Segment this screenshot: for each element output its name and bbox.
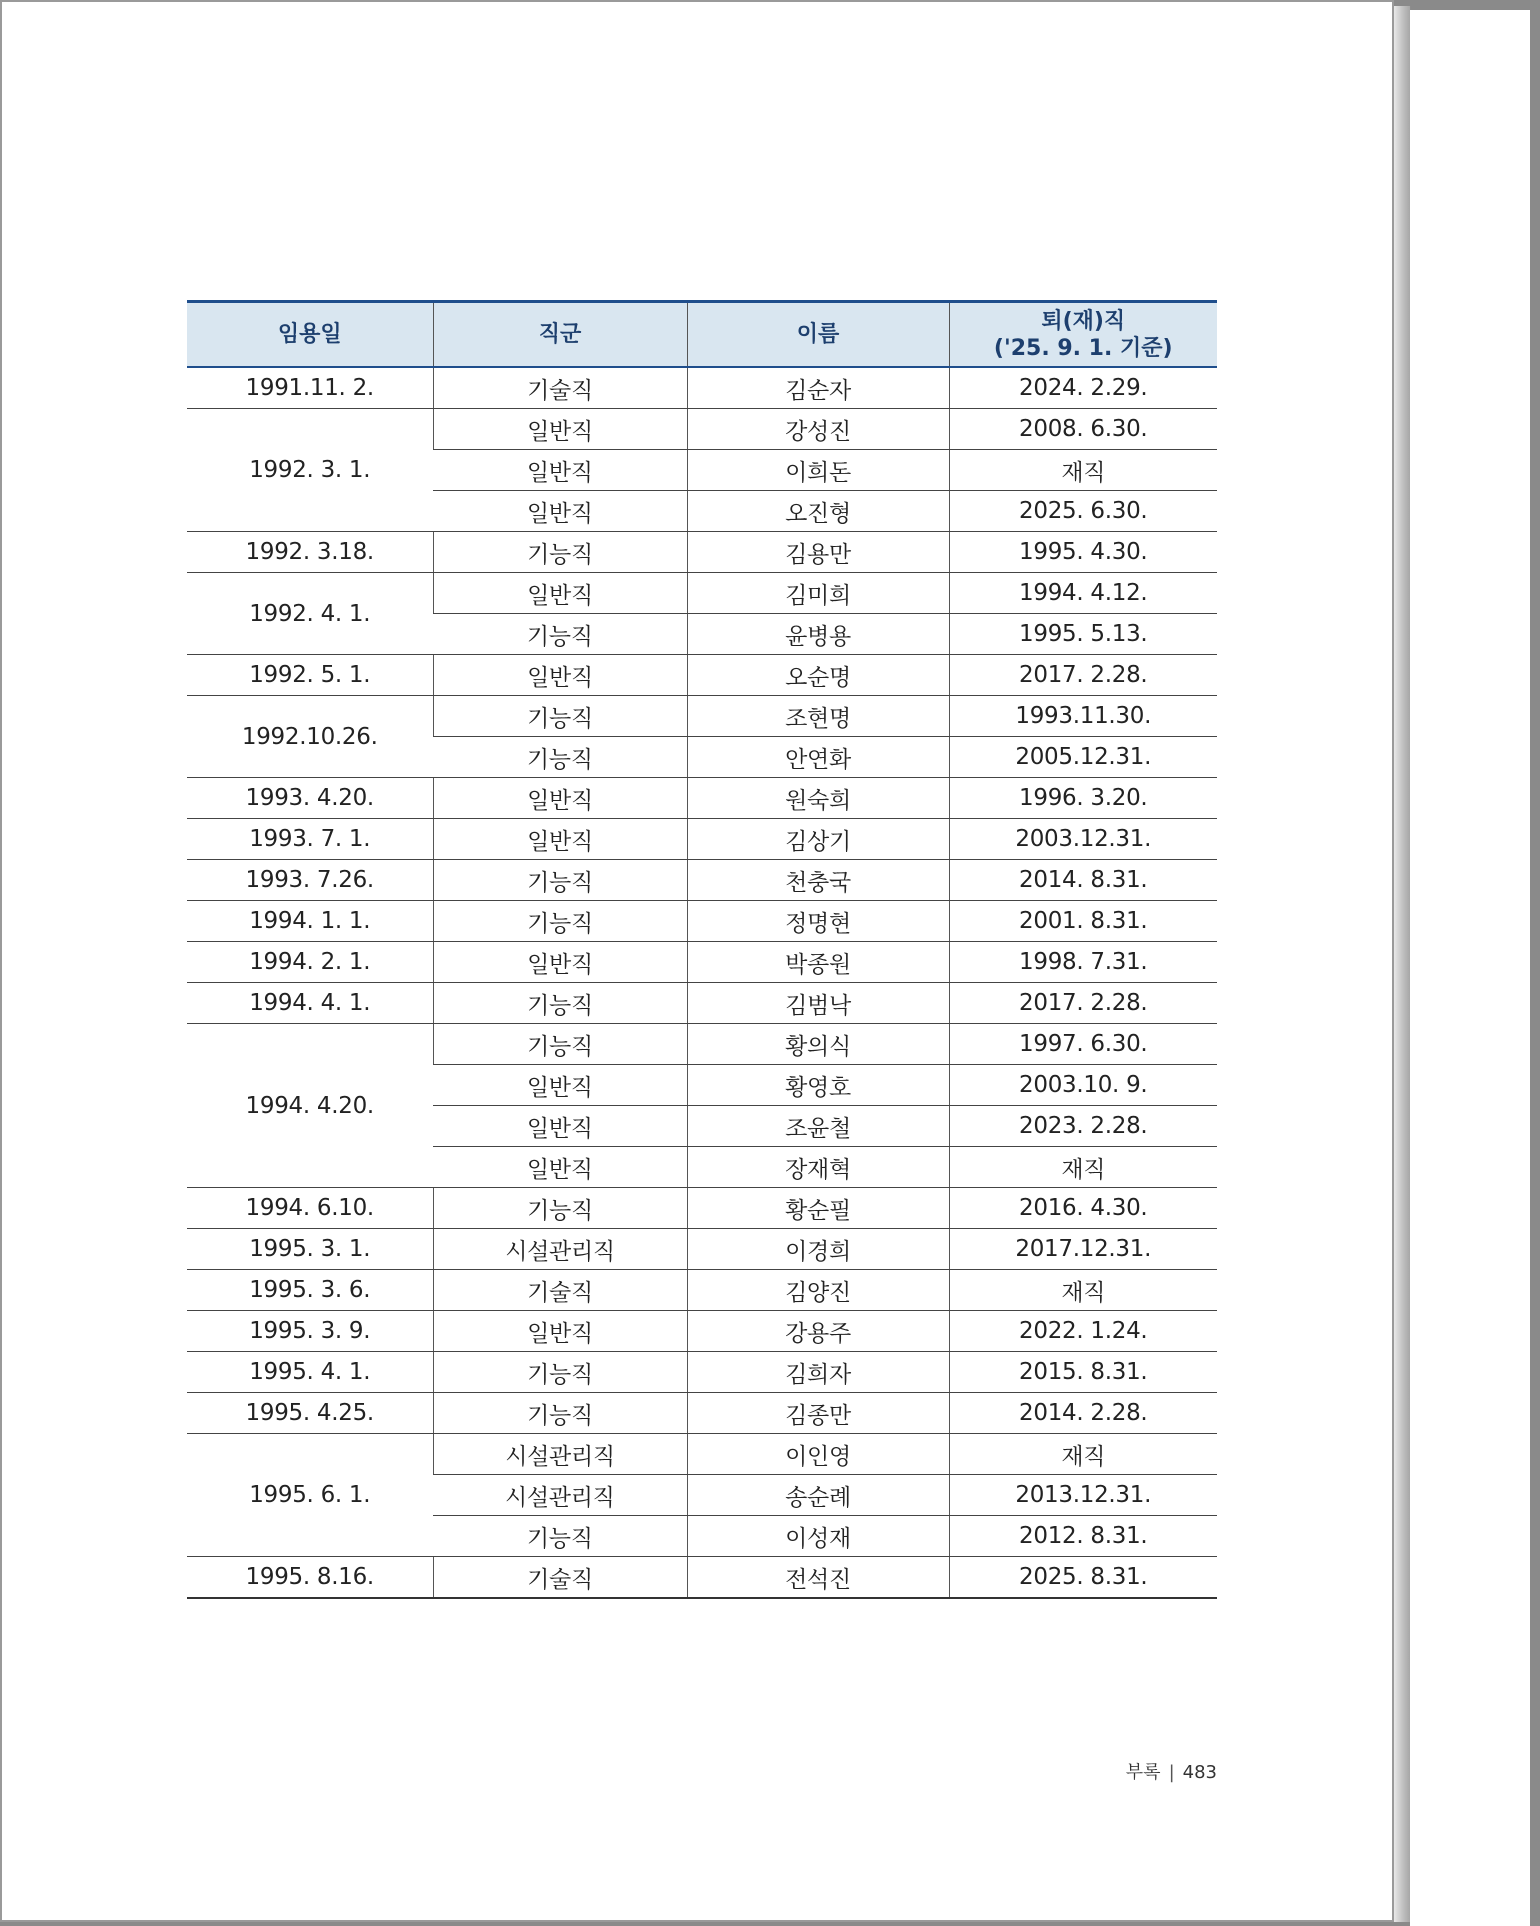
job-group-cell: 기능직	[433, 1352, 687, 1393]
retirement-cell: 1997. 6.30.	[949, 1024, 1217, 1065]
retirement-cell: 2003.12.31.	[949, 819, 1217, 860]
table-row	[187, 367, 1217, 409]
appointment-date-cell: 1994. 4. 1.	[187, 983, 433, 1024]
name-cell: 강용주	[687, 1311, 949, 1352]
appointment-date-cell: 1995. 4.25.	[187, 1393, 433, 1434]
appointment-date-cell: 1993. 7. 1.	[187, 819, 433, 860]
name-cell: 천충국	[687, 860, 949, 901]
appointment-date-cell: 1992. 5. 1.	[187, 655, 433, 696]
retirement-cell: 2016. 4.30.	[949, 1188, 1217, 1229]
page-edge	[1394, 6, 1411, 1922]
appointment-date-cell: 1994. 2. 1.	[187, 942, 433, 983]
job-group-cell: 기능직	[433, 901, 687, 942]
appointment-date-cell: 1995. 3. 1.	[187, 1229, 433, 1270]
name-cell: 김종만	[687, 1393, 949, 1434]
appointment-date-cell: 1995. 6. 1.	[187, 1434, 433, 1557]
name-cell: 오진형	[687, 491, 949, 532]
retirement-cell: 2015. 8.31.	[949, 1352, 1217, 1393]
job-group-cell: 기능직	[433, 860, 687, 901]
retirement-cell: 1995. 4.30.	[949, 532, 1217, 573]
retirement-cell: 1994. 4.12.	[949, 573, 1217, 614]
retirement-cell: 2017. 2.28.	[949, 983, 1217, 1024]
job-group-cell: 기능직	[433, 1188, 687, 1229]
footer-separator: |	[1168, 1762, 1175, 1783]
appointment-date-cell: 1993. 7.26.	[187, 860, 433, 901]
name-cell: 전석진	[687, 1557, 949, 1599]
name-cell: 김상기	[687, 819, 949, 860]
table-row	[187, 983, 1217, 1024]
name-cell: 조윤철	[687, 1106, 949, 1147]
page-footer	[1102, 1758, 1217, 1784]
appointment-date-cell: 1992. 3.18.	[187, 532, 433, 573]
table-row	[187, 778, 1217, 819]
job-group-cell: 기능직	[433, 1393, 687, 1434]
footer-section-label: 부록	[1125, 1762, 1161, 1783]
name-cell: 정명현	[687, 901, 949, 942]
job-group-cell: 기능직	[433, 737, 687, 778]
job-group-cell: 일반직	[433, 1311, 687, 1352]
table-row	[187, 655, 1217, 696]
name-cell: 김미희	[687, 573, 949, 614]
job-group-cell: 일반직	[433, 655, 687, 696]
retirement-cell: 2005.12.31.	[949, 737, 1217, 778]
retirement-cell: 재직	[949, 1147, 1217, 1188]
job-group-cell: 기능직	[433, 1516, 687, 1557]
retirement-cell: 2023. 2.28.	[949, 1106, 1217, 1147]
appointment-date-cell: 1995. 3. 9.	[187, 1311, 433, 1352]
appointment-date-cell: 1995. 4. 1.	[187, 1352, 433, 1393]
appointment-date-cell: 1991.11. 2.	[187, 367, 433, 409]
table-row	[187, 1352, 1217, 1393]
retirement-cell: 1996. 3.20.	[949, 778, 1217, 819]
job-group-cell: 일반직	[433, 1065, 687, 1106]
job-group-cell: 일반직	[433, 1147, 687, 1188]
retirement-cell: 2014. 2.28.	[949, 1393, 1217, 1434]
retirement-cell: 1993.11.30.	[949, 696, 1217, 737]
name-cell: 황순필	[687, 1188, 949, 1229]
retirement-cell: 2025. 8.31.	[949, 1557, 1217, 1599]
appointment-date-cell: 1993. 4.20.	[187, 778, 433, 819]
name-cell: 김범낙	[687, 983, 949, 1024]
job-group-cell: 기능직	[433, 1024, 687, 1065]
job-group-cell: 일반직	[433, 942, 687, 983]
job-group-cell: 시설관리직	[433, 1475, 687, 1516]
table-row	[187, 1188, 1217, 1229]
name-cell: 황영호	[687, 1065, 949, 1106]
name-cell: 이성재	[687, 1516, 949, 1557]
header-job-group: 직군	[433, 302, 687, 368]
name-cell: 이경희	[687, 1229, 949, 1270]
job-group-cell: 일반직	[433, 450, 687, 491]
name-cell: 김희자	[687, 1352, 949, 1393]
header-retirement	[949, 302, 1217, 368]
job-group-cell: 일반직	[433, 491, 687, 532]
table-row	[187, 1024, 1217, 1065]
background-area	[1410, 10, 1530, 1926]
name-cell: 조현명	[687, 696, 949, 737]
table-row	[187, 532, 1217, 573]
retirement-cell: 2017. 2.28.	[949, 655, 1217, 696]
name-cell: 이인영	[687, 1434, 949, 1475]
retirement-cell: 2024. 2.29.	[949, 367, 1217, 409]
retirement-cell: 2014. 8.31.	[949, 860, 1217, 901]
retirement-cell: 2017.12.31.	[949, 1229, 1217, 1270]
name-cell: 박종원	[687, 942, 949, 983]
name-cell: 안연화	[687, 737, 949, 778]
appointment-date-cell: 1994. 6.10.	[187, 1188, 433, 1229]
header-retirement-line2: ('25. 9. 1. 기준)	[993, 335, 1173, 361]
header-retirement-line1: 퇴(재)직	[1041, 308, 1126, 334]
table-header	[187, 302, 1217, 368]
appointment-date-cell: 1995. 3. 6.	[187, 1270, 433, 1311]
appointment-date-cell: 1995. 8.16.	[187, 1557, 433, 1599]
name-cell: 이희돈	[687, 450, 949, 491]
header-name: 이름	[687, 302, 949, 368]
job-group-cell: 일반직	[433, 409, 687, 450]
table-row	[187, 901, 1217, 942]
job-group-cell: 기능직	[433, 614, 687, 655]
retirement-cell: 재직	[949, 1434, 1217, 1475]
retirement-cell: 재직	[949, 1270, 1217, 1311]
job-group-cell: 기능직	[433, 983, 687, 1024]
appointment-date-cell: 1992. 3. 1.	[187, 409, 433, 532]
staff-roster-table	[187, 300, 1217, 1599]
retirement-cell: 1995. 5.13.	[949, 614, 1217, 655]
table-row	[187, 860, 1217, 901]
name-cell: 김용만	[687, 532, 949, 573]
name-cell: 황의식	[687, 1024, 949, 1065]
retirement-cell: 2001. 8.31.	[949, 901, 1217, 942]
table-row	[187, 942, 1217, 983]
name-cell: 오순명	[687, 655, 949, 696]
name-cell: 윤병용	[687, 614, 949, 655]
job-group-cell: 일반직	[433, 819, 687, 860]
table-row	[187, 1557, 1217, 1599]
table-row	[187, 1270, 1217, 1311]
appointment-date-cell: 1992. 4. 1.	[187, 573, 433, 655]
retirement-cell: 2025. 6.30.	[949, 491, 1217, 532]
table-row	[187, 573, 1217, 614]
retirement-cell: 2012. 8.31.	[949, 1516, 1217, 1557]
job-group-cell: 기술직	[433, 1270, 687, 1311]
table-row	[187, 1434, 1217, 1475]
table-row	[187, 409, 1217, 450]
job-group-cell: 기술직	[433, 367, 687, 409]
appointment-date-cell: 1992.10.26.	[187, 696, 433, 778]
name-cell: 송순례	[687, 1475, 949, 1516]
job-group-cell: 일반직	[433, 778, 687, 819]
job-group-cell: 시설관리직	[433, 1229, 687, 1270]
table-body	[187, 367, 1217, 1598]
name-cell: 강성진	[687, 409, 949, 450]
job-group-cell: 기능직	[433, 696, 687, 737]
appointment-date-cell: 1994. 1. 1.	[187, 901, 433, 942]
job-group-cell: 일반직	[433, 1106, 687, 1147]
job-group-cell: 기능직	[433, 532, 687, 573]
table-row	[187, 1393, 1217, 1434]
table-row	[187, 1229, 1217, 1270]
job-group-cell: 일반직	[433, 573, 687, 614]
retirement-cell: 2013.12.31.	[949, 1475, 1217, 1516]
retirement-cell: 재직	[949, 450, 1217, 491]
page-number: 483	[1182, 1762, 1217, 1783]
retirement-cell: 2022. 1.24.	[949, 1311, 1217, 1352]
retirement-cell: 2008. 6.30.	[949, 409, 1217, 450]
name-cell: 장재혁	[687, 1147, 949, 1188]
name-cell: 김양진	[687, 1270, 949, 1311]
retirement-cell: 1998. 7.31.	[949, 942, 1217, 983]
job-group-cell: 시설관리직	[433, 1434, 687, 1475]
header-appointment-date: 임용일	[187, 302, 433, 368]
table-row	[187, 1311, 1217, 1352]
table-row	[187, 819, 1217, 860]
name-cell: 원숙희	[687, 778, 949, 819]
appointment-date-cell: 1994. 4.20.	[187, 1024, 433, 1188]
job-group-cell: 기술직	[433, 1557, 687, 1599]
name-cell: 김순자	[687, 367, 949, 409]
retirement-cell: 2003.10. 9.	[949, 1065, 1217, 1106]
table-row	[187, 696, 1217, 737]
